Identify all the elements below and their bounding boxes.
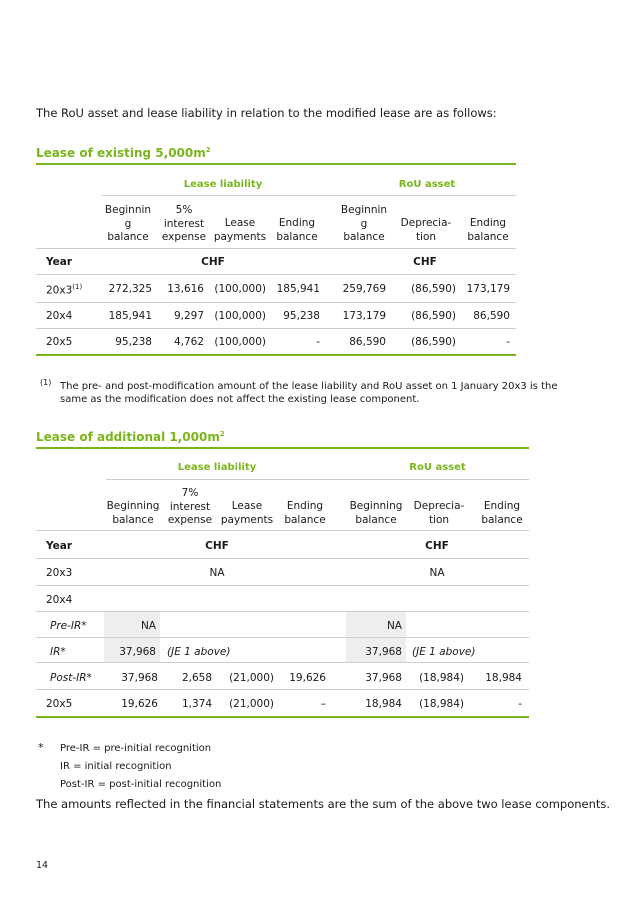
table-row: 20x5	[46, 336, 73, 348]
t1-unit-liability: CHF	[201, 256, 225, 268]
table1-title: Lease of existing $5,000m^2$	[36, 146, 211, 160]
table-cell: 19,626	[289, 672, 326, 684]
table-cell: (18,984)	[419, 698, 464, 710]
table-cell: (86,590)	[411, 283, 456, 295]
table-row: 20x3	[46, 567, 73, 579]
table-row: IR*	[50, 646, 66, 658]
table-cell: 37,968	[121, 672, 158, 684]
table-cell: (JE 1 above)	[167, 646, 231, 658]
t1-col-interest: 5% interest expense	[161, 204, 207, 243]
table-row: 20x5	[46, 698, 73, 710]
table2-title: Lease of additional $1,000m^2$	[36, 430, 225, 444]
table-row: Post-IR*	[50, 672, 92, 684]
t2-col-depreciation: Deprecia- tion	[413, 500, 465, 526]
table-cell: (JE 1 above)	[412, 646, 476, 658]
table-row: 20x3$^{(1)}$	[46, 283, 83, 297]
table-cell: 19,626	[121, 698, 158, 710]
t2-col-ending: Ending balance	[284, 500, 326, 526]
table-cell: 95,238	[115, 336, 152, 348]
page-number: 14	[36, 860, 49, 871]
table-cell: 272,325	[108, 283, 152, 295]
t2-col-beginning: Beginning balance	[106, 500, 160, 526]
table-cell: NA	[386, 620, 402, 632]
table-cell: (86,590)	[411, 310, 456, 322]
table2-top-rule	[36, 447, 529, 449]
t2-unit-liability: CHF	[205, 540, 229, 552]
table-cell: 1,374	[181, 698, 212, 710]
table-cell: 95,238	[283, 310, 320, 322]
table-cell: 259,769	[342, 283, 386, 295]
t1-col-asset-ending: Ending balance	[467, 217, 509, 243]
t1-col-beginning: Beginnin g balance	[104, 204, 152, 243]
table-cell: 18,984	[365, 698, 402, 710]
table-cell: 18,984	[485, 672, 522, 684]
table2-group-liability: Lease liability	[177, 462, 257, 473]
table-cell: NA	[429, 567, 445, 579]
legend-line: IR = initial recognition	[60, 761, 172, 772]
t2-col-interest: 7% interest expense	[167, 487, 213, 526]
table-cell: NA	[209, 567, 225, 579]
table-cell: (21,000)	[229, 672, 274, 684]
t1-col-ending: Ending balance	[276, 217, 318, 243]
table-row: 20x4	[46, 594, 73, 606]
table-cell: 185,941	[276, 283, 320, 295]
table1-bottom-rule	[36, 354, 516, 356]
t1-col-depreciation: Deprecia- tion	[400, 217, 452, 243]
t2-year-label: Year	[46, 540, 73, 552]
intro-text: The RoU asset and lease liability in relation to the modified lease are as follows:	[36, 106, 497, 120]
legend-line: Pre-IR = pre-initial recognition	[60, 743, 212, 754]
table-cell: 37,968	[119, 646, 156, 658]
table-row: Pre-IR*	[50, 620, 87, 632]
legend-mark: *	[38, 741, 44, 754]
t2-col-asset-ending: Ending balance	[481, 500, 523, 526]
table-cell: (18,984)	[419, 672, 464, 684]
t2-col-asset-beginning: Beginning balance	[349, 500, 403, 526]
table-cell: NA	[140, 620, 156, 632]
table2-group-asset: RoU asset	[409, 462, 466, 473]
t1-year-label: Year	[46, 256, 73, 268]
table1-top-rule	[36, 163, 516, 165]
table-cell: 9,297	[173, 310, 204, 322]
t1-col-asset-beginning: Beginnin g balance	[340, 204, 388, 243]
table-cell: (100,000)	[214, 310, 266, 322]
footnote-text: The pre- and post-modification amount of the lease liability and RoU asset on 1 January 20x3 is the same as the modification does not affect the existing lease component.	[60, 381, 558, 405]
table-cell: –	[320, 698, 326, 710]
table1-group-asset: RoU asset	[398, 179, 456, 190]
t1-unit-asset: CHF	[413, 256, 437, 268]
table-cell: 173,179	[466, 283, 510, 295]
table2-bottom-rule	[36, 716, 529, 718]
table-cell: 37,968	[365, 646, 402, 658]
table-row: 20x4	[46, 310, 73, 322]
conclusion-text: The amounts reflected in the financial statements are the sum of the above two lease components.	[36, 797, 611, 811]
table-cell: 86,590	[473, 310, 510, 322]
table-cell: 173,179	[342, 310, 386, 322]
table-cell: 13,616	[167, 283, 204, 295]
table-cell: 86,590	[349, 336, 386, 348]
table-cell: 4,762	[173, 336, 204, 348]
table-cell: (21,000)	[229, 698, 274, 710]
table-cell: 37,968	[365, 672, 402, 684]
t1-col-payments: Lease payments	[213, 217, 267, 243]
legend-line: Post-IR = post-initial recognition	[60, 779, 222, 790]
t2-col-payments: Lease payments	[220, 500, 274, 526]
table-cell: (100,000)	[214, 283, 266, 295]
footnote-mark: (1)	[40, 378, 52, 387]
t2-unit-asset: CHF	[425, 540, 449, 552]
table-cell: -	[506, 336, 510, 348]
table-cell: 185,941	[108, 310, 152, 322]
table1-group-liability: Lease liability	[183, 179, 263, 190]
table-cell: (100,000)	[214, 336, 266, 348]
table-cell: (86,590)	[411, 336, 456, 348]
table-cell: -	[316, 336, 320, 348]
table-cell: -	[518, 698, 522, 710]
table-cell: 2,658	[181, 672, 212, 684]
